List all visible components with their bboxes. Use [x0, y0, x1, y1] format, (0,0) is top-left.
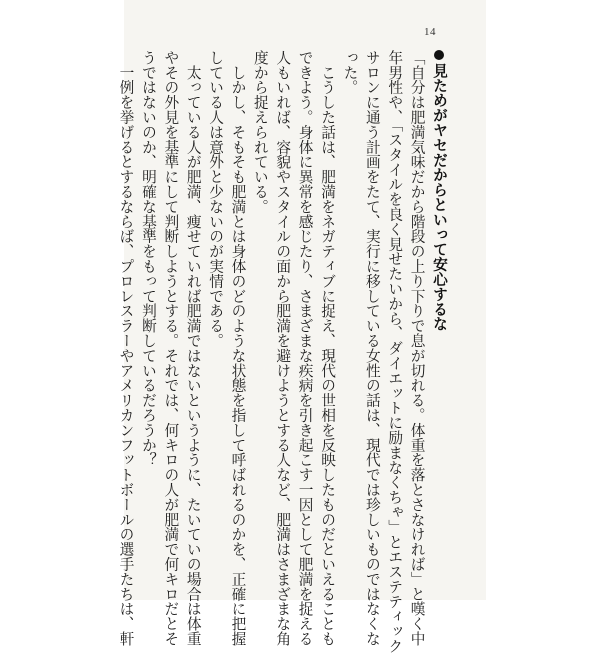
vertical-text-block: [117, 50, 450, 654]
section-heading-text: 見ためがヤセだからといって安心するな: [431, 63, 448, 332]
text-column: 「自分は肥満気味だから階段の上り下りで息が切れる。体重を落とさなければ」と嘆く中: [408, 50, 426, 646]
text-column: サロンに通う計画をたて、実行に移している女性の話は、現代では珍しいものではなくな: [363, 50, 381, 646]
text-column: している人は意外と少ないのが実情である。: [207, 50, 225, 348]
text-column: うではないのか、明確な基準をもって判断しているだろうか？: [139, 50, 157, 468]
page-number: 14: [424, 26, 436, 38]
text-column: 太っている人が肥満、痩せていれば肥満ではないというように、たいていの場合は体重: [184, 50, 202, 646]
text-column: やその外見を基準にして判断しようとする。それでは、何キロの人が肥満で何キロだとそ: [162, 50, 180, 646]
text-column: った。: [341, 50, 359, 95]
text-column: できよう。身体に異常を感じたり、さまざまな疾病を引き起こす一因として肥満を捉える: [296, 50, 314, 646]
text-column: 一例を挙げるとするならば、プロレスラーやアメリカンフットボールの選手たちは、軒: [117, 50, 135, 646]
text-column: 年男性や、「スタイルを良く見せたいから、ダイエットに励まなくちゃ」とエステティック: [386, 50, 404, 654]
text-column: こうした話は、肥満をネガティブに捉え、現代の世相を反映したものだといえることも: [319, 50, 337, 646]
text-column: しかし、そもそも肥満とは身体のどのような状態を指して呼ばれるのかを、正確に把握: [229, 50, 247, 646]
bullet-icon: [434, 50, 444, 60]
section-heading: [428, 50, 450, 598]
text-column: 度から捉えられている。: [251, 50, 269, 214]
text-column: 人もいれば、容貌やスタイルの面から肥満を避けようとする人など、肥満はさまざまな角: [274, 50, 292, 646]
